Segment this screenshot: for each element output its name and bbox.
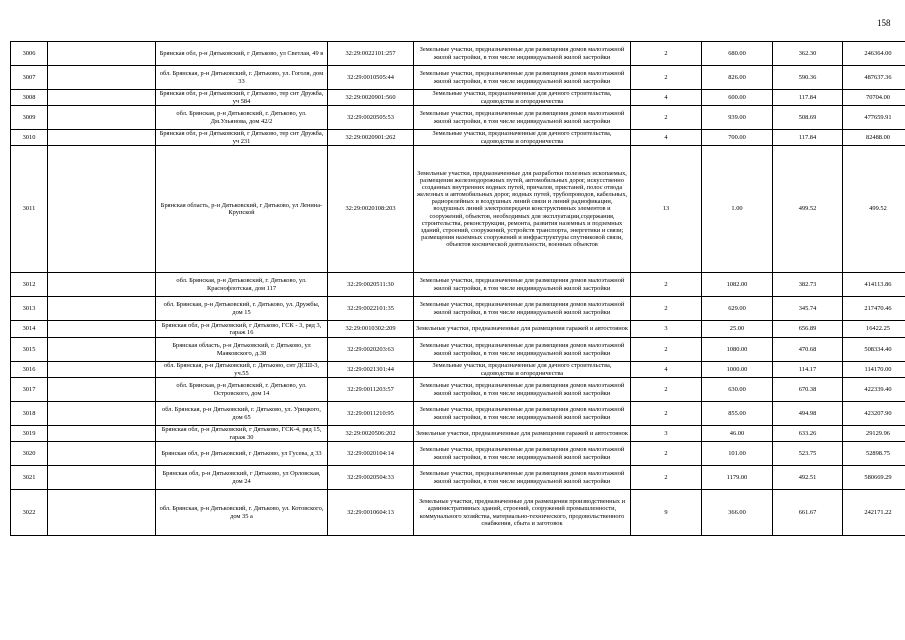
- page-number: 158: [877, 18, 891, 28]
- cell-number: 3020: [11, 442, 48, 466]
- cell-cadastral-number: 32:29:0020505:53: [328, 106, 414, 130]
- table-row: [11, 321, 905, 338]
- cell-use-code: 2: [631, 338, 702, 362]
- cell-address: обл. Брянская, р-н Дятьковский, г. Дятьково, ул. Гоголя, дом 33: [156, 66, 328, 90]
- cell-address: Брянская обл, р-н Дятьковский, г Дятьково, тер снт Дружба, уч 584: [156, 90, 328, 106]
- cell-area: 25.00: [702, 321, 773, 338]
- table-row: [11, 42, 905, 66]
- cell-permitted-use: Земельные участки, предназначенные для размещения производственных и административных зданий, строений, сооружений промышленности, коммунального хозяйства, материально-технического, продовольственного снабжения, сбыта и заготовок: [414, 490, 631, 536]
- cell-empty: [48, 42, 156, 66]
- cell-use-code: 2: [631, 66, 702, 90]
- cell-address: обл. Брянская, р-н Дятьковский, г. Дятьково, ул. Урицкого, дом 65: [156, 402, 328, 426]
- cell-address: обл. Брянская, р-н Дятьковский, г. Дятьково, снт ДСШ-3, уч.55: [156, 362, 328, 378]
- cell-use-code: 4: [631, 90, 702, 106]
- cell-permitted-use: Земельные участки, предназначенные для размещения домов малоэтажной жилой застройки, в том числе индивидуальной жилой застройки: [414, 442, 631, 466]
- table-row: [11, 426, 905, 442]
- cell-cadastral-value: 52898.75: [843, 442, 905, 466]
- cell-specific-value: 345.74: [773, 297, 843, 321]
- cell-empty: [48, 146, 156, 273]
- cell-empty: [48, 378, 156, 402]
- cell-cadastral-value: 508334.40: [843, 338, 905, 362]
- cell-number: 3014: [11, 321, 48, 338]
- cell-permitted-use: Земельные участки, предназначенные для размещения домов малоэтажной жилой застройки, в том числе индивидуальной жилой застройки: [414, 42, 631, 66]
- cell-specific-value: 492.51: [773, 466, 843, 490]
- cell-cadastral-value: 499.52: [843, 146, 905, 273]
- cell-address: Брянская обл, р-н Дятьковский, г Дятьково, тер снт Дружба, уч 231: [156, 130, 328, 146]
- cell-use-code: 2: [631, 378, 702, 402]
- table-row: [11, 362, 905, 378]
- cell-cadastral-value: 487637.36: [843, 66, 905, 90]
- cell-cadastral-value: 422339.40: [843, 378, 905, 402]
- cell-cadastral-number: 32:29:0011203:57: [328, 378, 414, 402]
- table-row: [11, 106, 905, 130]
- cell-use-code: 2: [631, 402, 702, 426]
- cell-specific-value: 633.26: [773, 426, 843, 442]
- cell-cadastral-number: 32:29:0022101:35: [328, 297, 414, 321]
- cell-number: 3018: [11, 402, 48, 426]
- cell-permitted-use: Земельные участки, предназначенные для размещения домов малоэтажной жилой застройки, в том числе индивидуальной жилой застройки: [414, 466, 631, 490]
- cell-specific-value: 656.89: [773, 321, 843, 338]
- cell-number: 3022: [11, 490, 48, 536]
- cell-address: обл. Брянская, р-н Дятьковский, г. Дятьково, ул. Краснофлотская, дом 117: [156, 273, 328, 297]
- cell-empty: [48, 130, 156, 146]
- cell-area: 1080.00: [702, 338, 773, 362]
- cell-cadastral-number: 32:29:0020506:202: [328, 426, 414, 442]
- cell-address: Брянская обл, р-н Дятьковский, г Дятьково, ул Гусева, д 33: [156, 442, 328, 466]
- cell-number: 3007: [11, 66, 48, 90]
- cell-specific-value: 499.52: [773, 146, 843, 273]
- cell-cadastral-number: 32:29:0020203:63: [328, 338, 414, 362]
- cell-area: 826.00: [702, 66, 773, 90]
- land-plot-register-table: [10, 41, 905, 536]
- cell-address: Брянская обл, р-н Дятьковский, г Дятьково, ГСК-4, ряд 15, гараж 30: [156, 426, 328, 442]
- cell-permitted-use: Земельные участки, предназначенные для дачного строительства, садоводства и огородничества: [414, 362, 631, 378]
- cell-use-code: 2: [631, 42, 702, 66]
- cell-empty: [48, 466, 156, 490]
- cell-empty: [48, 402, 156, 426]
- cell-specific-value: 590.36: [773, 66, 843, 90]
- table-row: [11, 66, 905, 90]
- cell-permitted-use: Земельные участки, предназначенные для размещения домов малоэтажной жилой застройки, в том числе индивидуальной жилой застройки: [414, 297, 631, 321]
- cell-cadastral-number: 32:29:0020901:262: [328, 130, 414, 146]
- cell-cadastral-value: 414113.86: [843, 273, 905, 297]
- cell-empty: [48, 90, 156, 106]
- cell-cadastral-number: 32:29:0020511:30: [328, 273, 414, 297]
- cell-permitted-use: Земельные участки, предназначенные для размещения домов малоэтажной жилой застройки, в том числе индивидуальной жилой застройки: [414, 106, 631, 130]
- table-row: [11, 130, 905, 146]
- cell-specific-value: 661.67: [773, 490, 843, 536]
- cell-specific-value: 523.75: [773, 442, 843, 466]
- cell-number: 3017: [11, 378, 48, 402]
- cell-area: 1.00: [702, 146, 773, 273]
- cell-cadastral-value: 580669.29: [843, 466, 905, 490]
- table-row: [11, 273, 905, 297]
- cell-use-code: 2: [631, 106, 702, 130]
- cell-empty: [48, 362, 156, 378]
- cell-specific-value: 670.38: [773, 378, 843, 402]
- cell-address: Брянская обл, р-н Дятьковский, г Дятьково, ул Светлая, 49 в: [156, 42, 328, 66]
- table-row: [11, 402, 905, 426]
- cell-permitted-use: Земельные участки, предназначенные для размещения гаражей и автостоянок: [414, 426, 631, 442]
- cell-empty: [48, 338, 156, 362]
- cell-cadastral-number: 32:29:0011210:95: [328, 402, 414, 426]
- cell-cadastral-number: 32:29:0020901:560: [328, 90, 414, 106]
- cell-address: Брянская обл, р-н Дятьковский, г Дятьково, ГСК - 3, ряд 3, гараж 16: [156, 321, 328, 338]
- cell-area: 1082.00: [702, 273, 773, 297]
- table-row: [11, 378, 905, 402]
- cell-cadastral-number: 32:29:0010302:209: [328, 321, 414, 338]
- cell-specific-value: 508.69: [773, 106, 843, 130]
- cell-area: 629.00: [702, 297, 773, 321]
- table-row: [11, 442, 905, 466]
- cell-cadastral-value: 16422.25: [843, 321, 905, 338]
- cell-area: 1179.00: [702, 466, 773, 490]
- table-row: [11, 90, 905, 106]
- cell-number: 3013: [11, 297, 48, 321]
- cell-empty: [48, 273, 156, 297]
- cell-address: обл. Брянская, р-н Дятьковский, г. Дятьково, ул. Островского, дом 14: [156, 378, 328, 402]
- cell-cadastral-number: 32:29:0010604:13: [328, 490, 414, 536]
- cell-specific-value: 117.84: [773, 90, 843, 106]
- cell-cadastral-value: 477659.91: [843, 106, 905, 130]
- cell-number: 3012: [11, 273, 48, 297]
- table-row: [11, 466, 905, 490]
- cell-permitted-use: Земельные участки, предназначенные для разработки полезных ископаемых, размещения железнодорожных путей, автомобильных дорог, искусственно созданных внутренних водных путей, причалов, пристаней, полос отвода железных и автомобильных дорог, водных путей, трубопроводов, кабельных, радиорелейных и воздушных линий связи и линий радиофикации, воздушных линий электропередачи конструктивных элементов и сооружений, объектов, необходимых для эксплуатации,содержания, строительства, реконструкции, ремонта, развития наземных и подземных зданий, строений, сооружений, устройств транспорта, энергетики и связи; размещения наземных сооружений и инфраструктуры спутниковой связи, объектов космической деятельности, военных объектов: [414, 146, 631, 273]
- cell-address: Брянская область, р-н Дятьковский, г. Дятьково, ул Маяковского, д.38: [156, 338, 328, 362]
- cell-number: 3006: [11, 42, 48, 66]
- register-body: [11, 42, 905, 536]
- cell-number: 3016: [11, 362, 48, 378]
- cell-use-code: 3: [631, 321, 702, 338]
- cell-area: 366.00: [702, 490, 773, 536]
- cell-cadastral-number: 32:29:0022101:257: [328, 42, 414, 66]
- cell-use-code: 3: [631, 426, 702, 442]
- cell-use-code: 9: [631, 490, 702, 536]
- cell-specific-value: 117.84: [773, 130, 843, 146]
- cell-area: 1000.00: [702, 362, 773, 378]
- cell-cadastral-value: 82488.00: [843, 130, 905, 146]
- cell-permitted-use: Земельные участки, предназначенные для размещения гаражей и автостоянок: [414, 321, 631, 338]
- cell-area: 630.00: [702, 378, 773, 402]
- cell-permitted-use: Земельные участки, предназначенные для дачного строительства, садоводства и огородничества: [414, 90, 631, 106]
- cell-permitted-use: Земельные участки, предназначенные для размещения домов малоэтажной жилой застройки, в том числе индивидуальной жилой застройки: [414, 273, 631, 297]
- cell-area: 855.00: [702, 402, 773, 426]
- cell-area: 680.00: [702, 42, 773, 66]
- cell-use-code: 4: [631, 362, 702, 378]
- cell-specific-value: 114.17: [773, 362, 843, 378]
- cell-cadastral-number: 32:29:0020108:203: [328, 146, 414, 273]
- cell-cadastral-number: 32:29:0020504:33: [328, 466, 414, 490]
- cell-empty: [48, 490, 156, 536]
- cell-number: 3021: [11, 466, 48, 490]
- cell-area: 101.00: [702, 442, 773, 466]
- cell-address: Брянская обл, р-н Дятьковский, г Дятьково, ул Орловская, дом 24: [156, 466, 328, 490]
- cell-specific-value: 470.68: [773, 338, 843, 362]
- cell-use-code: 13: [631, 146, 702, 273]
- cell-number: 3019: [11, 426, 48, 442]
- cell-address: обл. Брянская, р-н Дятьковский, г. Дятьково, ул. Дружбы, дом 15: [156, 297, 328, 321]
- cell-area: 46.00: [702, 426, 773, 442]
- cell-use-code: 2: [631, 273, 702, 297]
- cell-cadastral-value: 70704.00: [843, 90, 905, 106]
- cell-permitted-use: Земельные участки, предназначенные для размещения домов малоэтажной жилой застройки, в том числе индивидуальной жилой застройки: [414, 378, 631, 402]
- cell-cadastral-value: 246364.00: [843, 42, 905, 66]
- cell-cadastral-number: 32:29:0020104:14: [328, 442, 414, 466]
- cell-permitted-use: Земельные участки, предназначенные для размещения домов малоэтажной жилой застройки, в том числе индивидуальной жилой застройки: [414, 338, 631, 362]
- cell-number: 3015: [11, 338, 48, 362]
- cell-area: 939.00: [702, 106, 773, 130]
- cell-address: обл. Брянская, р-н Дятьковский, г. Дятьково, ул. Дм.Ульянова, дом 42/2: [156, 106, 328, 130]
- cell-empty: [48, 321, 156, 338]
- cell-number: 3011: [11, 146, 48, 273]
- cell-empty: [48, 442, 156, 466]
- cell-cadastral-value: 29129.96: [843, 426, 905, 442]
- table-row: [11, 146, 905, 273]
- cell-area: 700.00: [702, 130, 773, 146]
- cell-empty: [48, 297, 156, 321]
- cell-permitted-use: Земельные участки, предназначенные для размещения домов малоэтажной жилой застройки, в том числе индивидуальной жилой застройки: [414, 66, 631, 90]
- cell-empty: [48, 66, 156, 90]
- cell-address: обл. Брянская, р-н Дятьковский, г. Дятьково, ул. Котовского, дом 35 а: [156, 490, 328, 536]
- cell-number: 3008: [11, 90, 48, 106]
- table-row: [11, 338, 905, 362]
- cell-cadastral-number: 32:29:0021301:44: [328, 362, 414, 378]
- cell-specific-value: 362.30: [773, 42, 843, 66]
- cell-address: Брянская область, р-н Дятьковский, г Дятьково, ул Ленина-Крупской: [156, 146, 328, 273]
- cell-empty: [48, 426, 156, 442]
- cell-cadastral-number: 32:29:0010505:44: [328, 66, 414, 90]
- cell-area: 600.00: [702, 90, 773, 106]
- table-row: [11, 297, 905, 321]
- cell-cadastral-value: 423207.90: [843, 402, 905, 426]
- cell-use-code: 2: [631, 297, 702, 321]
- cell-number: 3010: [11, 130, 48, 146]
- cell-use-code: 2: [631, 466, 702, 490]
- cell-use-code: 2: [631, 442, 702, 466]
- cell-permitted-use: Земельные участки, предназначенные для размещения домов малоэтажной жилой застройки, в том числе индивидуальной жилой застройки: [414, 402, 631, 426]
- cell-cadastral-value: 242171.22: [843, 490, 905, 536]
- cell-cadastral-value: 114170.00: [843, 362, 905, 378]
- cell-permitted-use: Земельные участки, предназначенные для дачного строительства, садоводства и огородничества: [414, 130, 631, 146]
- cell-number: 3009: [11, 106, 48, 130]
- cell-specific-value: 382.73: [773, 273, 843, 297]
- cell-specific-value: 494.98: [773, 402, 843, 426]
- table-row: [11, 490, 905, 536]
- cell-cadastral-value: 217470.46: [843, 297, 905, 321]
- cell-use-code: 4: [631, 130, 702, 146]
- cell-empty: [48, 106, 156, 130]
